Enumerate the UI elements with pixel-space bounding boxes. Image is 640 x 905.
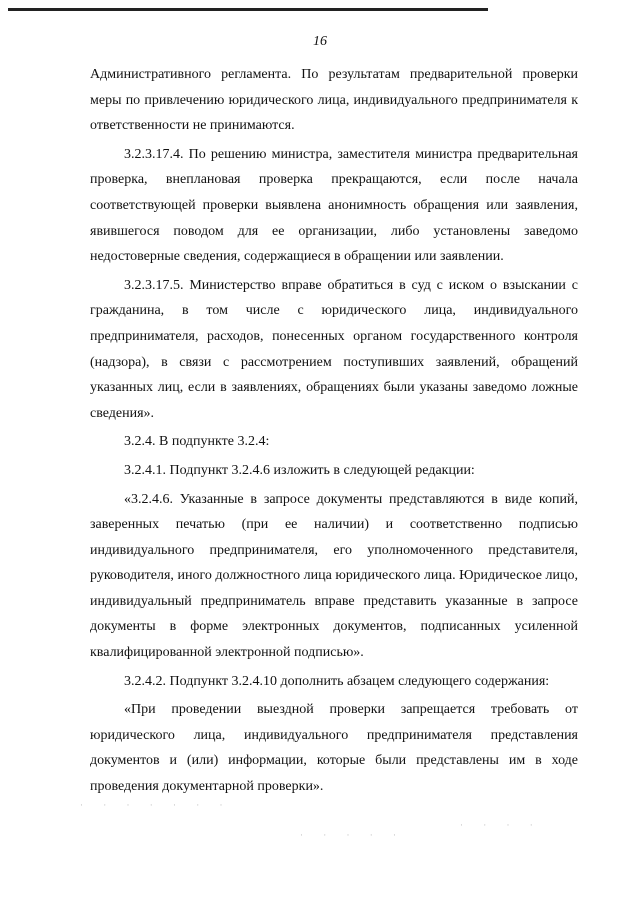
- paragraph: 3.2.4.1. Подпункт 3.2.4.6 изложить в следующей редакции:: [124, 462, 475, 478]
- scan-noise: · · · · ·: [300, 830, 405, 840]
- scan-noise: · · · · · · ·: [80, 800, 232, 810]
- paragraph: 3.2.3.17.5. Министерство вправе обратиться в суд с иском о взыскании с гражданина, в том числе с юридического лица, индивидуального предпринимателя, расходов, понесенных органом государственного контроля (надзора), в связи с рассмотрением поступивших заявлений, обращений указанных лиц, если в заявлениях, обращениях были указаны заведомо ложные сведения».: [90, 277, 578, 421]
- paragraph: 3.2.4.2. Подпункт 3.2.4.10 дополнить абзацем следующего содержания:: [124, 673, 550, 689]
- paragraph: Административного регламента. По результатам предварительной проверки меры по привлечению юридического лица, индивидуального предпринимателя к ответственности не принимаются.: [90, 67, 578, 134]
- paragraph: «3.2.4.6. Указанные в запросе документы представляются в виде копий, заверенных печатью (при ее наличии) и соответственно подписью индивидуального предпринимателя, его уполномоченного представителя, руководителя, иного должностного лица юридического лица. Юридическое лицо, индивидуальный предприниматель вправе представить указанные в запросе документы в форме электронных документов, подписанных усиленной квалифицированной электронной подписью».: [90, 491, 578, 661]
- paragraph: 3.2.3.17.4. По решению министра, заместителя министра предварительная проверка, внеплановая проверка прекращаются, если после начала соответствующей проверки выявлена анонимность обращения или заявления, явившегося поводом для ее организации, либо установлены заведомо недостоверные сведения, содержащиеся в обращении или заявлении.: [90, 146, 578, 265]
- document-body: [90, 62, 578, 800]
- header-rule: [8, 8, 488, 11]
- paragraph: 3.2.4. В подпункте 3.2.4:: [124, 434, 270, 450]
- paragraph: «При проведении выездной проверки запрещается требовать от юридического лица, индивидуального предпринимателя представления документов и (или) информации, которые были представлены им в ходе проведения документарной проверки».: [90, 702, 578, 795]
- page-number: 16: [313, 34, 327, 49]
- scan-noise: · · · ·: [460, 820, 542, 830]
